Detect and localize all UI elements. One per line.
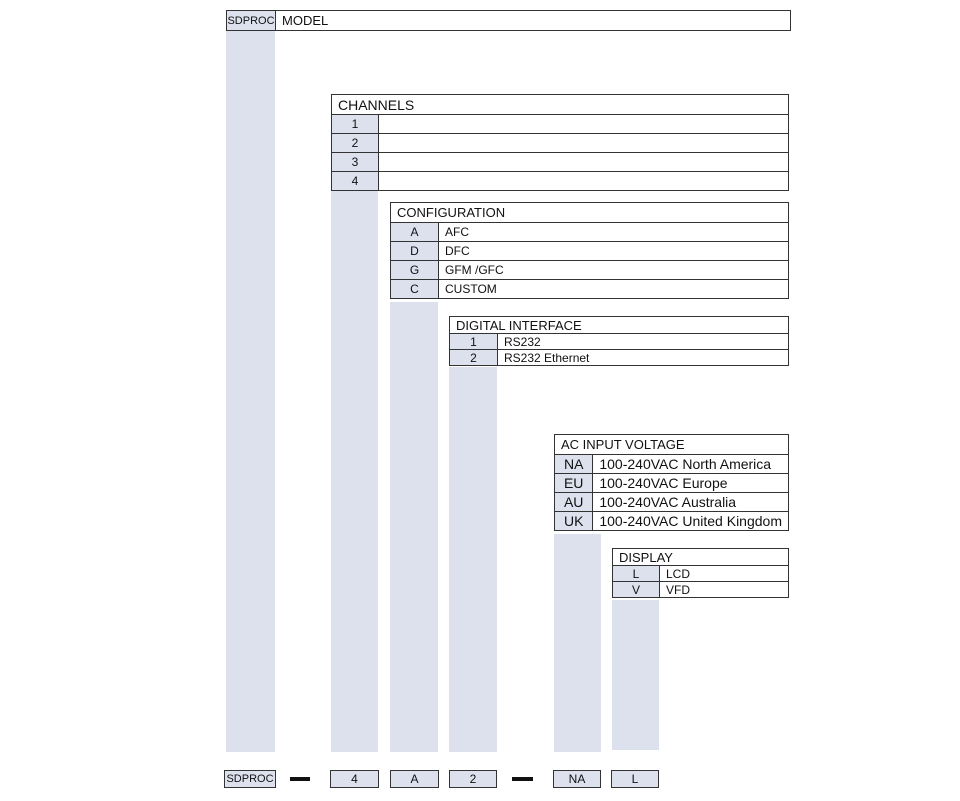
channel-desc <box>379 172 789 191</box>
ac-input-voltage-code: UK <box>555 512 593 531</box>
digital-interface-code: 1 <box>450 334 498 350</box>
model-label: MODEL <box>276 11 791 31</box>
ac-input-voltage-desc: 100-240VAC United Kingdom <box>593 512 789 531</box>
display-desc: VFD <box>660 582 789 598</box>
configuration-desc: AFC <box>439 223 789 242</box>
digital-interface-table <box>449 316 789 366</box>
part-model-box: SDPROC <box>224 770 276 788</box>
ac-input-voltage-desc: 100-240VAC Australia <box>593 493 789 512</box>
channel-desc <box>379 153 789 172</box>
display-table <box>612 548 789 598</box>
configuration-code: A <box>391 223 439 242</box>
display-column-bar <box>612 600 659 750</box>
channel-desc <box>379 115 789 134</box>
channels-column-bar <box>331 190 378 752</box>
model-column-bar <box>226 30 275 752</box>
channel-code: 1 <box>332 115 379 134</box>
display-code: V <box>613 582 660 598</box>
part-digital-interface-box: 2 <box>449 770 497 788</box>
digital-interface-column-bar <box>449 367 497 752</box>
channels-title: CHANNELS <box>332 95 789 115</box>
configuration-desc: CUSTOM <box>439 280 789 299</box>
configuration-desc: GFM /GFC <box>439 261 789 280</box>
configuration-title: CONFIGURATION <box>391 203 789 223</box>
display-desc: LCD <box>660 566 789 582</box>
model-code: SDPROC <box>227 11 276 31</box>
configuration-code: D <box>391 242 439 261</box>
part-ac-input-voltage-box: NA <box>553 770 601 788</box>
ac-input-voltage-code: NA <box>555 455 593 474</box>
ac-input-voltage-code: EU <box>555 474 593 493</box>
separator-dash <box>290 777 310 781</box>
display-code: L <box>613 566 660 582</box>
configuration-desc: DFC <box>439 242 789 261</box>
configuration-code: G <box>391 261 439 280</box>
configuration-column-bar <box>390 302 438 752</box>
channel-code: 4 <box>332 172 379 191</box>
channels-table <box>331 94 789 191</box>
ac-input-voltage-desc: 100-240VAC North America <box>593 455 789 474</box>
ac-input-voltage-code: AU <box>555 493 593 512</box>
ac-input-voltage-desc: 100-240VAC Europe <box>593 474 789 493</box>
model-table <box>226 10 791 31</box>
configuration-table <box>390 202 789 299</box>
configuration-code: C <box>391 280 439 299</box>
part-configuration-box: A <box>390 770 439 788</box>
channel-desc <box>379 134 789 153</box>
separator-dash <box>512 777 533 781</box>
ac-input-voltage-column-bar <box>554 534 601 752</box>
digital-interface-code: 2 <box>450 350 498 366</box>
part-display-box: L <box>611 770 659 788</box>
digital-interface-title: DIGITAL INTERFACE <box>450 317 789 334</box>
digital-interface-desc: RS232 Ethernet <box>498 350 789 366</box>
channel-code: 3 <box>332 153 379 172</box>
ac-input-voltage-title: AC INPUT VOLTAGE <box>555 435 789 455</box>
digital-interface-desc: RS232 <box>498 334 789 350</box>
display-title: DISPLAY <box>613 549 789 566</box>
part-channels-box: 4 <box>330 770 379 788</box>
ac-input-voltage-table <box>554 434 789 531</box>
channel-code: 2 <box>332 134 379 153</box>
